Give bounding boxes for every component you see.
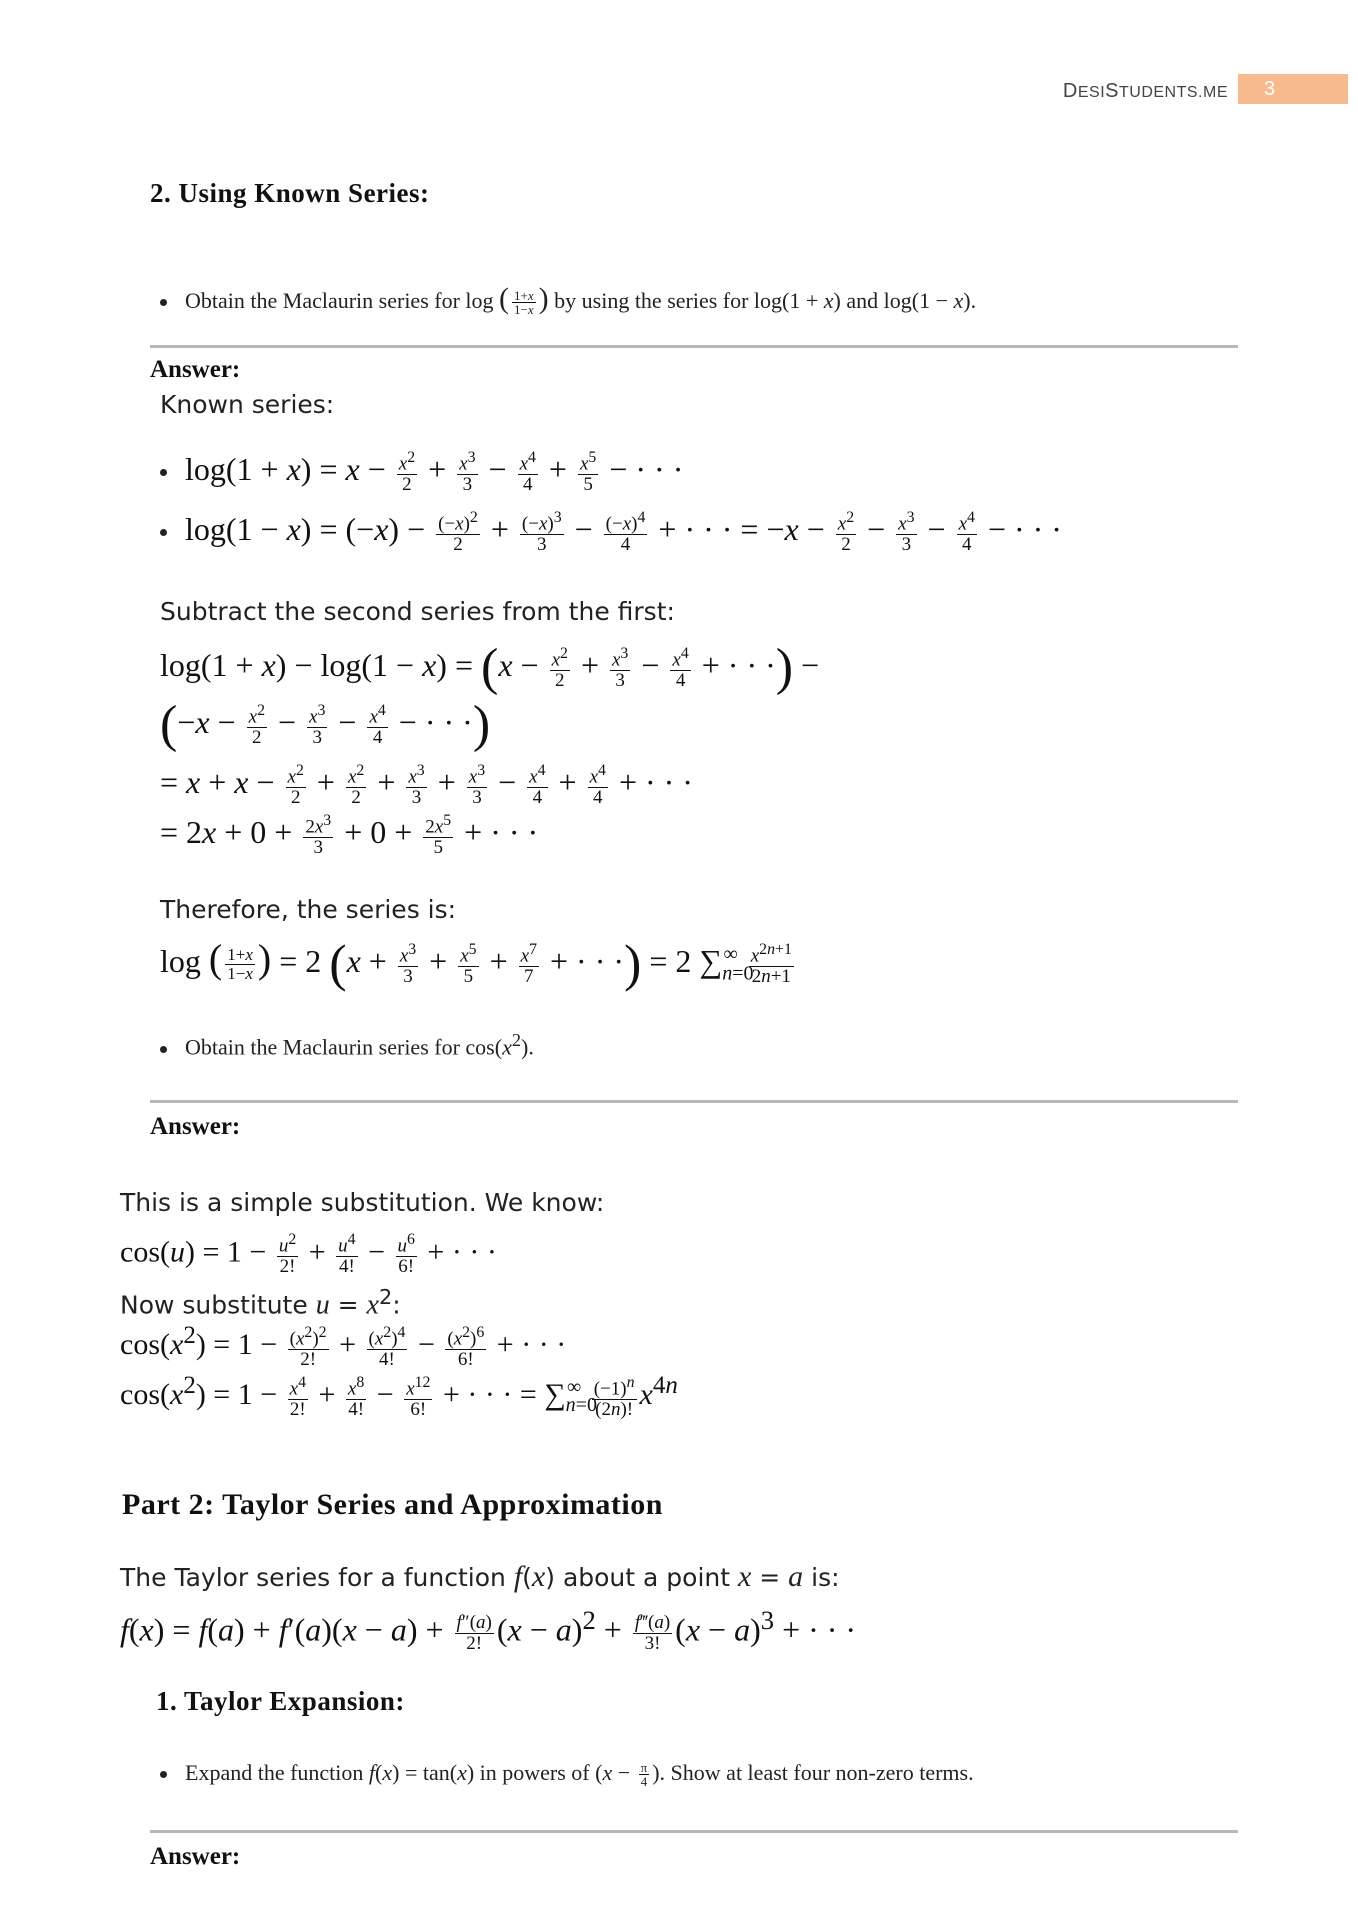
divider	[150, 1100, 1238, 1103]
bullet-icon	[160, 299, 167, 306]
question-3: Expand the function f(x) = tan(x) in powers of (x − $\frac{\pi}{4}$ ). Show at least four non-zero terms.	[160, 1760, 974, 1789]
equation-subtract-line4: = 2x + 0 + $\frac{2x^3}{3}$ + 0 + $\frac{2x^5}{5}$ + · · ·	[160, 812, 539, 859]
question-1: Obtain the Maclaurin series for log ( $\frac{1+x}{1-x}$ ) by using the series for log(1 + x) and log(1 − x).	[160, 282, 976, 317]
part2-heading: Part 2: Taylor Series and Approximation	[122, 1488, 663, 1521]
equation-result-log: log ( $\frac{1+x}{1-x}$ ) = 2 (x + $\frac{x^3}{3}$ + $\frac{x^5}{5}$ + $\frac{x^7}{7}$ + · · ·) = 2 $\sum_{n=0}^\infty$ $\frac{x^{2n+1}}{2n+1}$	[160, 935, 792, 993]
section-heading: 2. Using Known Series:	[150, 178, 430, 208]
answer-label-1: Answer:	[150, 356, 241, 383]
equation-subtract-line1: log(1 + x) − log(1 − x) = (x − $\frac{x^2}{2}$ + $\frac{x^3}{3}$ − $\frac{x^4}{4}$ + · · ·) −	[160, 639, 820, 696]
question-2: Obtain the Maclaurin series for $\cos(x^2)$.	[160, 1030, 534, 1060]
equation-taylor: f(x) = f(a) + f′(a)(x − a) + $\frac{f''(a)}{2!}$ $(x - a)^2$ + $\frac{f‴(a)}{3!}$ $(x - a)^3$ + · · ·	[120, 1605, 857, 1654]
known-series-label: Known series:	[160, 390, 335, 419]
site-name: DESISTUDENTS.ME	[1062, 80, 1228, 102]
substitute-label: Now substitute $u = x^2$:	[120, 1285, 401, 1321]
answer-label-3: Answer:	[150, 1843, 241, 1870]
bullet-icon	[160, 529, 167, 536]
bullet-icon	[160, 469, 167, 476]
equation-log-1-minus-x: log(1 − x) = (−x) − $\frac{(-x)^2}{2}$ + $\frac{(-x)^3}{3}$ − $\frac{(-x)^4}{4}$ + · · · = −x − $\frac{x^2}{2}$ − $\frac{x^3}{3}$ − $\frac{x^4}{4}$ − · · ·	[160, 510, 1062, 555]
equation-subtract-line2: (−x − $\frac{x^2}{2}$ − $\frac{x^3}{3}$ − $\frac{x^4}{4}$ − · · ·)	[160, 696, 491, 753]
equation-log-1-plus-x: log(1 + x) = x − $\frac{x^2}{2}$ + $\frac{x^3}{3}$ − $\frac{x^4}{4}$ + $\frac{x^5}{5}$ − · · ·	[160, 450, 683, 495]
subtract-label: Subtract the second series from the first:	[160, 597, 675, 626]
answer-label-2: Answer:	[150, 1113, 241, 1140]
divider	[150, 345, 1238, 348]
bullet-icon	[160, 1046, 167, 1053]
equation-cos-x2-a: $\cos(x^2) = 1$ − $\frac{(x^2)^2}{2!}$ + $\frac{(x^2)^4}{4!}$ − $\frac{(x^2)^6}{6!}$ + · · ·	[120, 1322, 567, 1370]
taylor-intro: The Taylor series for a function f(x) about a point x = a is:	[120, 1560, 840, 1593]
bullet-icon	[160, 1771, 167, 1778]
equation-cos-x2-b: $\cos(x^2) = 1$ − $\frac{x^4}{2!}$ + $\frac{x^8}{4!}$ − $\frac{x^{12}}{6!}$ + · · · = $\sum_{n=0}^\infty$ $\frac{(-1)^n}{(2n)!}$ $x^{4n}$	[120, 1372, 678, 1420]
therefore-label: Therefore, the series is:	[160, 895, 457, 924]
equation-cos-u: cos(u) = 1 − $\frac{u^2}{2!}$ + $\frac{u^4}{4!}$ − $\frac{u^6}{6!}$ + · · ·	[120, 1231, 497, 1278]
simple-substitution-label: This is a simple substitution. We know:	[120, 1188, 605, 1217]
taylor-expansion-heading: 1. Taylor Expansion:	[156, 1686, 405, 1716]
divider	[150, 1830, 1238, 1833]
page-number-badge: 3	[1238, 74, 1348, 104]
equation-subtract-line3: = x + x − $\frac{x^2}{2}$ + $\frac{x^2}{2}$ + $\frac{x^3}{3}$ + $\frac{x^3}{3}$ − $\frac{x^4}{4}$ + $\frac{x^4}{4}$ + · · ·	[160, 762, 693, 809]
